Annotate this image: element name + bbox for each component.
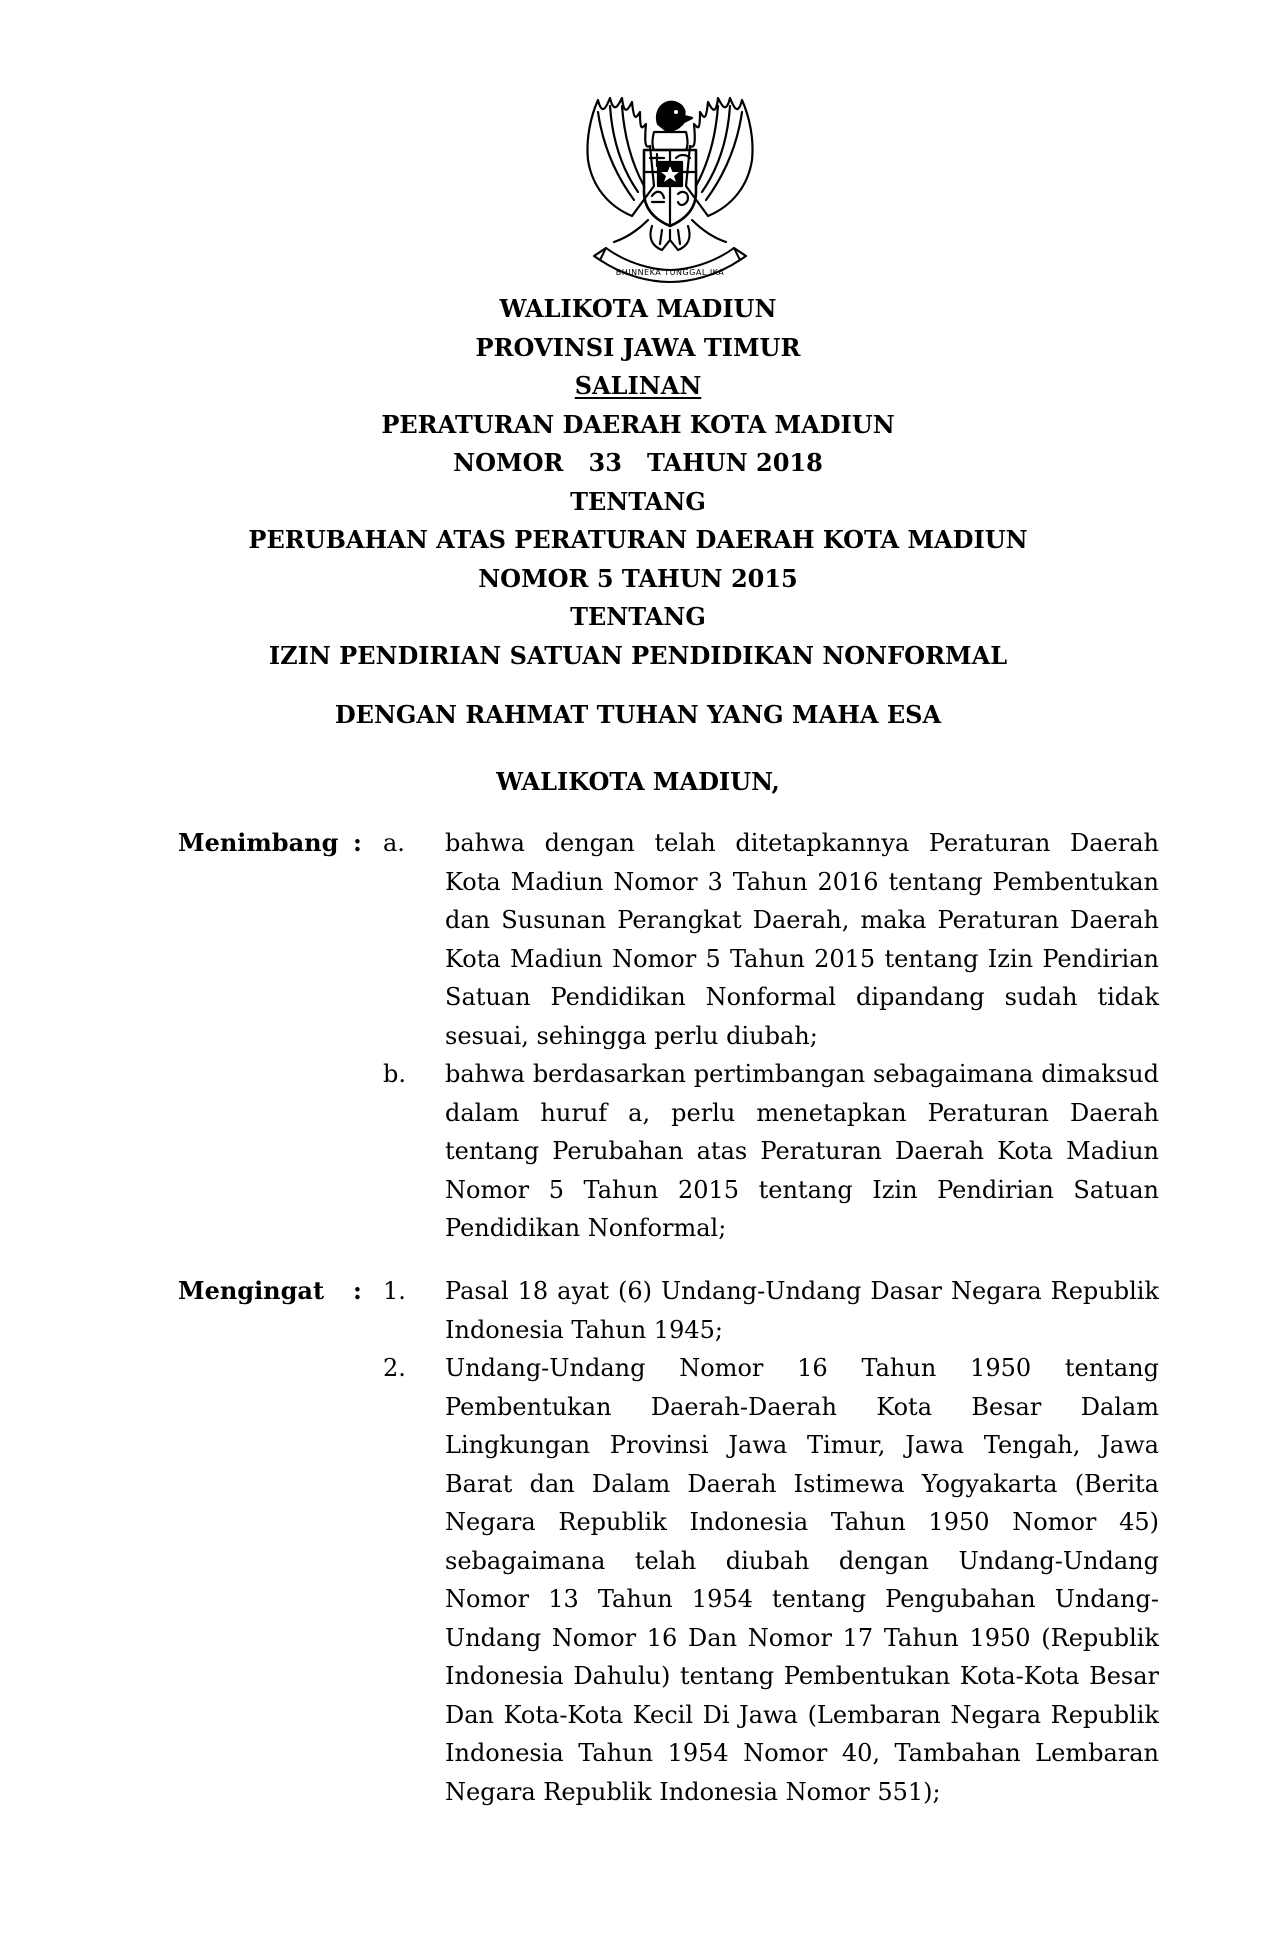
menimbang-item-b-marker: b. — [383, 1060, 406, 1088]
header-line-copy-mark: SALINAN — [574, 371, 702, 400]
blessing-line: DENGAN RAHMAT TUHAN YANG MAHA ESA — [334, 700, 942, 729]
menimbang-item-b-text: bahwa berdasarkan pertimbangan sebagaimana dimaksud dalam huruf a, perlu menetapkan Peraturan Daerah tentang Perubahan atas Peraturan Daerah Kota Madiun Nomor 5 Tahun 2015 tentang Izin Pendirian Satuan Pendidikan Nonformal; — [445, 1060, 1159, 1242]
garuda-pancasila-emblem — [568, 88, 772, 284]
mengingat-item-2-marker: 2. — [383, 1354, 406, 1382]
header-line-amendment: PERUBAHAN ATAS PERATURAN DAERAH KOTA MADIUN — [248, 525, 1028, 554]
header-line-province: PROVINSI JAWA TIMUR — [475, 332, 801, 362]
header-line-subject: IZIN PENDIRIAN SATUAN PENDIDIKAN NONFORMAL — [268, 640, 1008, 670]
mengingat-colon: : — [353, 1276, 362, 1305]
header-line-regulation: PERATURAN DAERAH KOTA MADIUN — [381, 409, 895, 439]
menimbang-label: Menimbang — [178, 828, 339, 857]
mengingat-item-1-text: Pasal 18 ayat (6) Undang-Undang Dasar Negara Republik Indonesia Tahun 1945; — [445, 1277, 1159, 1344]
header-line-about-2: TENTANG — [570, 602, 706, 631]
mengingat-label: Mengingat — [178, 1276, 325, 1305]
header-line-office: WALIKOTA MADIUN — [499, 294, 777, 323]
menimbang-item-a-text: bahwa dengan telah ditetapkannya Peraturan Daerah Kota Madiun Nomor 3 Tahun 2016 tentang Pembentukan dan Susunan Perangkat Daerah, maka Peraturan Daerah Kota Madiun Nomor 5 Tahun 2015 tentang Izin Pendirian Satuan Pendidikan Nonformal dipandang sudah tidak sesuai, sehingga perlu diubah; — [445, 829, 1159, 1050]
menimbang-item-a-marker: a. — [383, 829, 405, 857]
emblem-motto: BHINNEKA TUNGGAL IKA — [615, 268, 725, 277]
mengingat-item-1-marker: 1. — [383, 1277, 406, 1305]
header-line-number: NOMOR 33 TAHUN 2018 — [453, 448, 823, 477]
header-line-about-1: TENTANG — [570, 486, 706, 516]
menimbang-colon: : — [353, 828, 362, 857]
document-header — [0, 290, 1276, 675]
header-line-amended-number: NOMOR 5 TAHUN 2015 — [478, 563, 798, 593]
authority-line: WALIKOTA MADIUN, — [496, 767, 780, 796]
mengingat-item-2-text: Undang-Undang Nomor 16 Tahun 1950 tentang Pembentukan Daerah-Daerah Kota Besar Dalam Lingkungan Provinsi Jawa Timur, Jawa Tengah, Jawa Barat dan Dalam Daerah Istimewa Yogyakarta (Berita Negara Republik Indonesia Tahun 1950 Nomor 45) sebagaimana telah diubah dengan Undang-Undang Nomor 13 Tahun 1954 tentang Pengubahan Undang-Undang Nomor 16 Dan Nomor 17 Tahun 1950 (Republik Indonesia Dahulu) tentang Pembentukan Kota-Kota Besar Dan Kota-Kota Kecil Di Jawa (Lembaran Negara Republik Indonesia Tahun 1954 Nomor 40, Tambahan Lembaran Negara Republik Indonesia Nomor 551); — [445, 1354, 1159, 1806]
